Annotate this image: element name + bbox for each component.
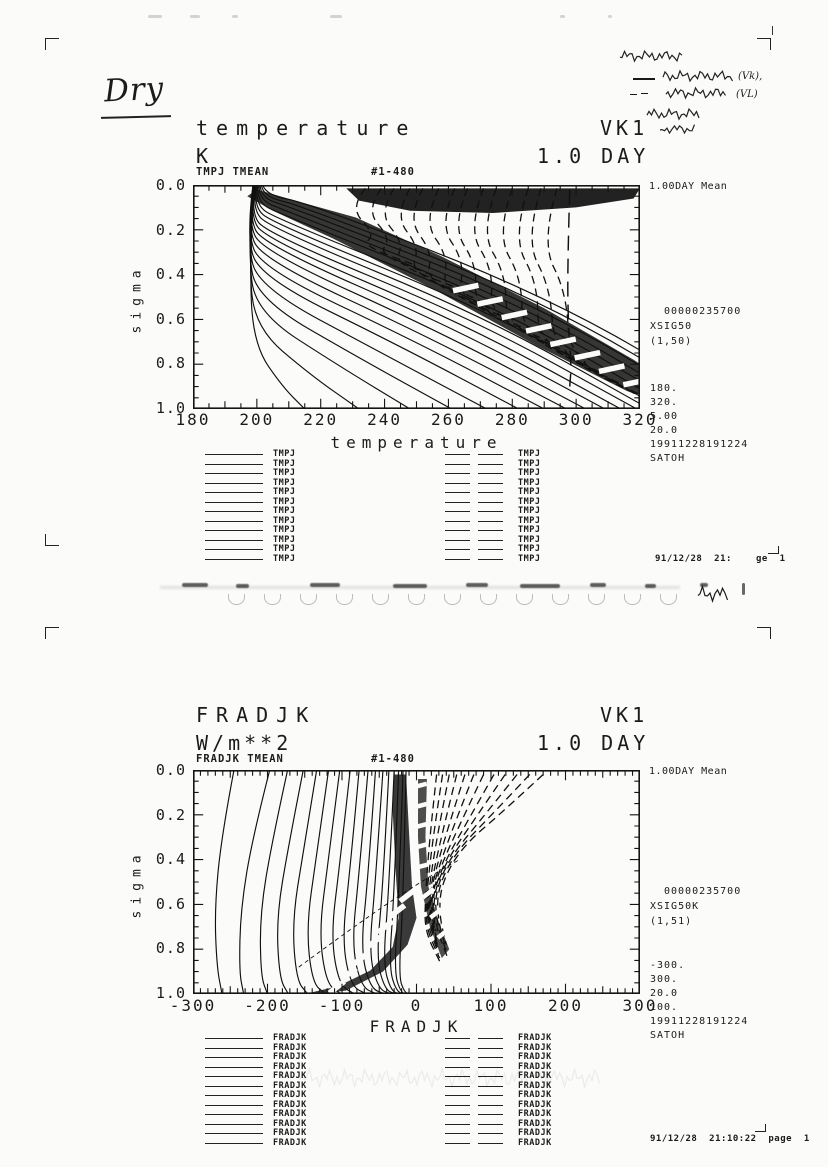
scan-smudge-dash	[520, 584, 560, 588]
scan-smudge-arc	[552, 594, 569, 605]
chart-y-tick-label: 0.0	[155, 761, 186, 779]
legend-dashed-label: TMPJ	[518, 496, 541, 507]
handwritten-dry-label: Dry	[103, 70, 166, 110]
legend-dashed-label: FRADJK	[518, 1061, 552, 1072]
legend-row	[193, 526, 643, 536]
legend-dash-segment	[478, 530, 503, 531]
scan-smudge-arc	[516, 594, 533, 605]
chart-x-tick-label: 240	[367, 410, 403, 429]
legend-row	[193, 1120, 643, 1130]
legend-dashed-label: FRADJK	[518, 1080, 552, 1091]
chart-x-tick-label: 300	[558, 410, 594, 429]
legend-dashed-label: FRADJK	[518, 1118, 552, 1129]
chart-right-margin-text: 19911228191224	[650, 1016, 749, 1027]
legend-row	[193, 507, 643, 517]
handwritten-scrawl	[647, 108, 699, 120]
corner-mark-top-left-p1	[45, 38, 59, 50]
chart-right-margin-text: 20.0	[650, 425, 679, 436]
legend-row	[193, 469, 643, 479]
chart-x-tick-label: -100	[318, 996, 366, 1015]
legend-dashed-label: FRADJK	[518, 1071, 552, 1081]
chart-right-margin-text: 00000235700	[664, 306, 742, 317]
legend-solid-line	[205, 1124, 263, 1125]
handwritten-vl-label: (VL)	[736, 89, 758, 100]
scan-smudge-dash	[182, 583, 208, 587]
chart-right-margin-text: SATOH	[650, 453, 686, 464]
scan-smudge-dash	[310, 583, 340, 587]
legend-dash-segment	[445, 549, 470, 550]
chart-right-margin-text: (1,51)	[650, 916, 693, 927]
legend-solid-label: TMPJ	[273, 477, 296, 488]
legend-dash-segment	[445, 464, 470, 465]
corner-mark-top-right-p2	[757, 627, 771, 639]
legend-dash-segment	[478, 1057, 503, 1058]
legend-solid-line	[205, 502, 263, 503]
legend-solid-line	[205, 473, 263, 474]
legend-dashed-label: TMPJ	[518, 468, 541, 478]
legend-dashed-label: TMPJ	[518, 477, 541, 488]
legend-solid-line	[205, 511, 263, 512]
chart-right-margin-text: XSIG50K	[650, 901, 700, 912]
chart2-header-left: FRADJK TMEAN	[196, 753, 284, 765]
legend-row	[193, 517, 643, 527]
legend-dashed-label: TMPJ	[518, 506, 541, 516]
handwritten-scrawl	[660, 124, 696, 134]
legend-dash-segment	[478, 1105, 503, 1106]
legend-dashed-label: FRADJK	[518, 1109, 552, 1119]
legend-solid-label: TMPJ	[273, 534, 296, 545]
legend-solid-label: FRADJK	[273, 1118, 307, 1129]
chart1-header-left: TMPJ TMEAN	[196, 166, 270, 178]
legend-solid-label: TMPJ	[273, 468, 296, 478]
chart-right-margin-text: 300.	[650, 974, 679, 985]
scan-smudge-arc	[480, 594, 497, 605]
legend-solid-label: FRADJK	[273, 1061, 307, 1072]
legend-dash-segment	[478, 464, 503, 465]
legend-dash-segment	[478, 1133, 503, 1134]
chart-y-tick-label: 0.8	[155, 939, 186, 958]
chart-x-tick-label: 320	[622, 410, 658, 429]
legend-solid-label: FRADJK	[273, 1137, 307, 1148]
legend-dash-segment	[445, 559, 470, 560]
legend-solid-label: TMPJ	[273, 449, 296, 459]
legend-solid-label: TMPJ	[273, 458, 296, 469]
legend-solid-label: FRADJK	[273, 1109, 307, 1119]
legend-solid-line	[205, 1086, 263, 1087]
legend-dash-segment	[445, 511, 470, 512]
legend-row	[193, 498, 643, 508]
legend-row	[193, 555, 643, 565]
legend-solid-line	[205, 1143, 263, 1144]
legend-dash-segment	[478, 483, 503, 484]
legend-dash-segment	[445, 492, 470, 493]
legend-dash-segment	[478, 1095, 503, 1096]
scan-noise-mark	[190, 15, 200, 18]
legend-dashed-label: FRADJK	[518, 1033, 552, 1043]
scan-smudge-arc	[408, 594, 425, 605]
chart-x-tick-label: 260	[430, 410, 466, 429]
legend-dashed-label: FRADJK	[518, 1090, 552, 1100]
legend-row	[193, 479, 643, 489]
legend-row	[193, 450, 643, 460]
chart-x-tick-label: 100	[473, 996, 509, 1015]
legend-dash-segment	[445, 530, 470, 531]
legend-solid-line	[205, 454, 263, 455]
legend-dash-segment	[478, 1124, 503, 1125]
chart-y-tick-label: 0.4	[155, 265, 186, 284]
chart-x-tick-label: 0	[410, 996, 423, 1015]
scan-smudge-dash	[236, 584, 249, 588]
legend-solid-line	[205, 483, 263, 484]
legend-dash-segment	[445, 1048, 470, 1049]
legend-dashed-label: TMPJ	[518, 525, 541, 535]
legend-solid-label: FRADJK	[273, 1052, 307, 1062]
chart2-plot-area	[193, 770, 640, 994]
chart-y-tick-label: 1.0	[155, 399, 186, 417]
legend-dashed-label: TMPJ	[518, 458, 541, 469]
corner-mark-bottom-right-p2	[755, 1124, 766, 1132]
legend-row	[193, 1129, 643, 1139]
legend-solid-line	[205, 549, 263, 550]
chart2-units: W/m**2	[196, 731, 293, 755]
legend-dashed-label: FRADJK	[518, 1052, 552, 1062]
legend-solid-line	[205, 521, 263, 522]
chart-right-margin-text: XSIG50	[650, 321, 693, 332]
chart1-plot-area	[193, 185, 640, 409]
handwritten-vk-label: (Vk),	[738, 71, 763, 82]
legend-solid-label: FRADJK	[273, 1090, 307, 1100]
chart1-title: temperature	[196, 116, 417, 140]
legend-solid-label: FRADJK	[273, 1042, 307, 1053]
legend-solid-line	[205, 1048, 263, 1049]
page1-footer-page: ge 1	[756, 554, 786, 564]
scan-smudge-arc	[624, 594, 641, 605]
chart-x-tick-label: 280	[494, 410, 530, 429]
handwritten-legend-dash	[630, 94, 637, 95]
handwritten-underline	[101, 115, 171, 119]
legend-solid-label: FRADJK	[273, 1099, 307, 1110]
legend-dash-segment	[478, 454, 503, 455]
chart-right-margin-text: 320.	[650, 397, 679, 408]
legend-dash-segment	[478, 492, 503, 493]
chart-x-tick-label: -300	[169, 996, 217, 1015]
legend-dash-segment	[445, 1124, 470, 1125]
chart-right-margin-text: (1,50)	[650, 336, 693, 347]
chart1-units: K	[196, 144, 217, 168]
chart-right-margin-text: 180.	[650, 383, 679, 394]
page1-footer-date: 91/12/28 21:	[655, 554, 732, 564]
legend-solid-line	[205, 1114, 263, 1115]
legend-dash-segment	[478, 1048, 503, 1049]
scan-smudge-dash	[393, 584, 427, 588]
legend-dash-segment	[445, 1095, 470, 1096]
legend-dashed-label: TMPJ	[518, 515, 541, 526]
chart2-x-axis-label: FRADJK	[369, 1017, 464, 1036]
chart-y-tick-label: 0.2	[155, 805, 186, 824]
legend-row	[193, 1034, 643, 1044]
chart1-y-axis-label: sigma	[129, 264, 145, 334]
scan-smudge-dash	[590, 583, 606, 587]
handwritten-scrawl	[666, 87, 726, 99]
legend-row	[193, 488, 643, 498]
legend-dash-segment	[445, 502, 470, 503]
legend-dashed-label: TMPJ	[518, 449, 541, 459]
legend-dash-segment	[478, 549, 503, 550]
scan-smudge-arc	[336, 594, 353, 605]
legend-dash-segment	[478, 511, 503, 512]
legend-solid-label: TMPJ	[273, 544, 296, 554]
chart2-y-axis-label: sigma	[129, 849, 145, 919]
legend-solid-line	[205, 1076, 263, 1077]
scan-noise-mark	[560, 15, 565, 18]
legend-row	[193, 1101, 643, 1111]
legend-dash-segment	[445, 540, 470, 541]
scan-smudge-arc	[228, 594, 245, 605]
scan-smudge-arc	[264, 594, 281, 605]
chart-x-tick-label: -200	[244, 996, 291, 1015]
scan-noise-mark	[148, 15, 162, 18]
scan-smudge-arc	[300, 594, 317, 605]
legend-solid-line	[205, 492, 263, 493]
legend-solid-label: TMPJ	[273, 496, 296, 507]
chart1-run-id: VK1	[600, 116, 649, 140]
legend-dash-segment	[478, 1143, 503, 1144]
scan-noise-mark	[330, 15, 342, 18]
legend-dash-segment	[445, 454, 470, 455]
handwritten-scrawl	[620, 50, 682, 62]
chart-right-margin-text: 5.00	[650, 411, 679, 422]
legend-dash-segment	[478, 1038, 503, 1039]
legend-solid-label: TMPJ	[273, 515, 296, 526]
legend-row	[193, 545, 643, 555]
legend-dash-segment	[445, 473, 470, 474]
legend-dashed-label: TMPJ	[518, 534, 541, 545]
legend-row	[193, 1110, 643, 1120]
page2-footer: 91/12/28 21:10:22 page 1	[650, 1134, 810, 1144]
chart-right-margin-text: 100.	[650, 1002, 679, 1013]
legend-solid-line	[205, 530, 263, 531]
legend-dash-segment	[445, 1143, 470, 1144]
handwritten-scrawl	[698, 586, 728, 602]
legend-dash-segment	[445, 1133, 470, 1134]
legend-solid-line	[205, 1095, 263, 1096]
chart1-header-mid: #1-480	[371, 166, 415, 178]
scan-noise-mark	[232, 15, 238, 18]
legend-row	[193, 1091, 643, 1101]
legend-solid-line	[205, 540, 263, 541]
corner-mark-bottom-right-p1	[768, 546, 779, 554]
legend-solid-line	[205, 1067, 263, 1068]
chart-y-tick-label: 1.0	[155, 984, 186, 1002]
chart1-mean-label: 1.00DAY Mean	[649, 181, 728, 192]
handwritten-legend-dash	[641, 93, 648, 94]
scan-smudge-mark	[742, 583, 745, 595]
scan-smudge-dash	[466, 583, 488, 587]
scan-smudge-arc	[588, 594, 605, 605]
legend-dashed-label: FRADJK	[518, 1099, 552, 1110]
legend-row	[193, 1053, 643, 1063]
scan-smudge-arc	[444, 594, 461, 605]
legend-solid-label: TMPJ	[273, 506, 296, 516]
chart-right-margin-text: SATOH	[650, 1030, 686, 1041]
chart-y-tick-label: 0.6	[155, 894, 186, 913]
legend-solid-line	[205, 1105, 263, 1106]
chart1-time-label: 1.0 DAY	[537, 144, 650, 168]
legend-dash-segment	[478, 540, 503, 541]
legend-solid-label: FRADJK	[273, 1071, 307, 1081]
chart2-header-mid: #1-480	[371, 753, 415, 765]
legend-solid-line	[205, 464, 263, 465]
legend-dash-segment	[478, 1114, 503, 1115]
legend-dash-segment	[445, 483, 470, 484]
legend-solid-label: TMPJ	[273, 553, 296, 564]
legend-solid-label: FRADJK	[273, 1128, 307, 1138]
legend-dashed-label: FRADJK	[518, 1042, 552, 1053]
legend-solid-label: FRADJK	[273, 1080, 307, 1091]
legend-row	[193, 460, 643, 470]
legend-solid-label: TMPJ	[273, 487, 296, 497]
handwritten-scrawl	[300, 1068, 600, 1088]
chart-y-tick-label: 0.2	[155, 220, 186, 239]
chart-x-tick-label: 180	[175, 410, 211, 429]
legend-dashed-label: TMPJ	[518, 544, 541, 554]
chart1-x-axis-label: temperature	[330, 433, 503, 452]
chart-right-margin-text: 00000235700	[664, 886, 742, 897]
scan-smudge-dash	[645, 584, 656, 588]
tick-mark-artifact	[772, 26, 773, 35]
legend-dashed-label: TMPJ	[518, 487, 541, 497]
corner-mark-top-right-p1	[757, 38, 771, 50]
chart-x-tick-label: 300	[622, 996, 658, 1015]
chart-x-tick-label: 200	[548, 996, 583, 1015]
chart-y-tick-label: 0.4	[155, 850, 186, 869]
chart-y-tick-label: 0.0	[155, 176, 186, 194]
handwritten-legend-solid-line	[633, 78, 655, 80]
legend-dash-segment	[445, 1105, 470, 1106]
legend-solid-line	[205, 559, 263, 560]
legend-solid-line	[205, 1038, 263, 1039]
chart2-mean-label: 1.00DAY Mean	[649, 766, 728, 777]
chart-x-tick-label: 200	[239, 410, 275, 429]
chart-y-tick-label: 0.8	[155, 354, 186, 373]
chart-right-margin-text: 19911228191224	[650, 439, 749, 450]
legend-dash-segment	[445, 1038, 470, 1039]
legend-solid-label: FRADJK	[273, 1033, 307, 1043]
legend-dash-segment	[478, 502, 503, 503]
chart-right-margin-text: -300.	[650, 960, 686, 971]
chart2-run-id: VK1	[600, 703, 649, 727]
legend-solid-line	[205, 1133, 263, 1134]
chart1-legend	[193, 449, 653, 564]
legend-dash-segment	[478, 473, 503, 474]
scan-smudge-arc	[660, 594, 677, 605]
legend-dash-segment	[445, 1114, 470, 1115]
legend-row	[193, 1044, 643, 1054]
legend-dash-segment	[478, 559, 503, 560]
legend-solid-line	[205, 1057, 263, 1058]
chart-right-margin-text: 20.0	[650, 988, 679, 999]
legend-row	[193, 1139, 643, 1149]
legend-dash-segment	[445, 1057, 470, 1058]
handwritten-scrawl	[663, 70, 733, 82]
scan-noise-mark	[608, 15, 612, 18]
legend-solid-label: TMPJ	[273, 525, 296, 535]
legend-dash-segment	[478, 521, 503, 522]
legend-dashed-label: TMPJ	[518, 553, 541, 564]
corner-mark-bottom-left-p1	[45, 534, 59, 546]
legend-row	[193, 536, 643, 546]
scan-smudge-arc	[372, 594, 389, 605]
chart2-title: FRADJK	[196, 703, 317, 727]
legend-dashed-label: FRADJK	[518, 1128, 552, 1138]
chart-y-tick-label: 0.6	[155, 309, 186, 328]
chart2-time-label: 1.0 DAY	[537, 731, 650, 755]
corner-mark-top-left-p2	[45, 627, 59, 639]
legend-dashed-label: FRADJK	[518, 1137, 552, 1148]
chart-x-tick-label: 220	[303, 410, 339, 429]
legend-dash-segment	[445, 521, 470, 522]
